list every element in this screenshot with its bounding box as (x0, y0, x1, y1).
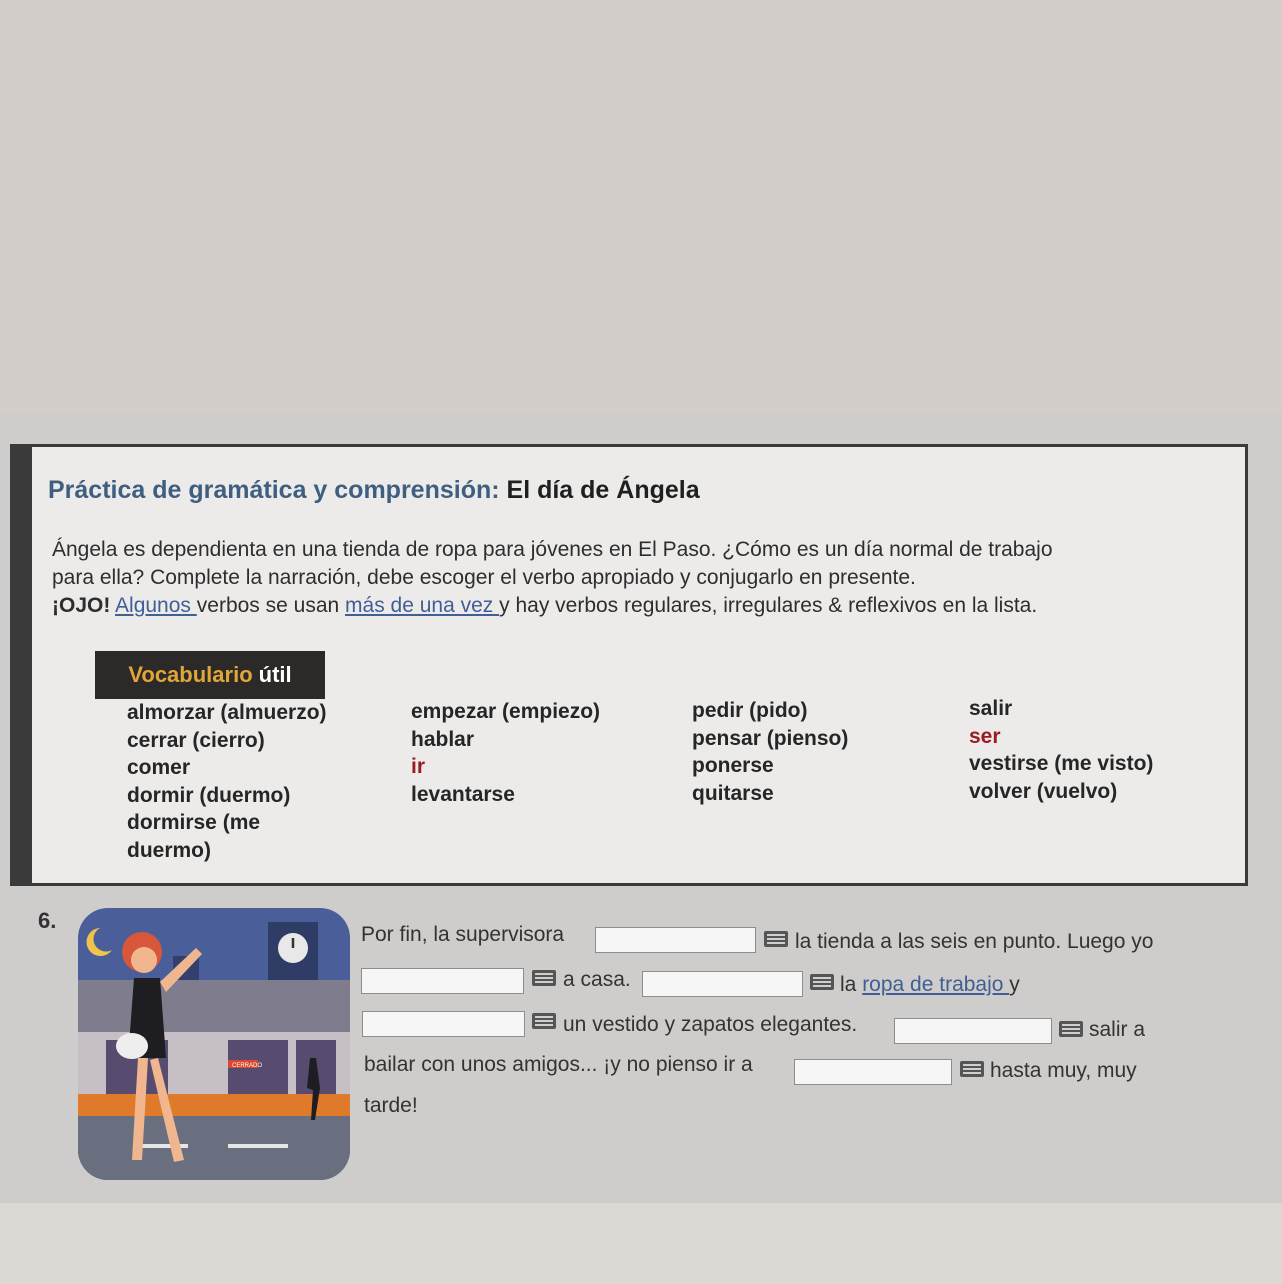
passage-segment-8: hasta muy, muy (990, 1059, 1137, 1082)
passage-segment-1: Por fin, la supervisora (361, 923, 565, 946)
answer-input-5[interactable] (894, 1018, 1052, 1044)
answer-input-4[interactable] (362, 1011, 525, 1037)
vocabulary-header-gold: Vocabulario (128, 662, 253, 687)
answer-input-3[interactable] (642, 971, 803, 997)
vocab-item: comer (127, 756, 191, 779)
vocab-item: almorzar (almuerzo) (127, 701, 327, 724)
title-main: El día de Ángela (506, 476, 700, 504)
instructions (52, 536, 1232, 620)
top-background (0, 0, 1282, 412)
lista-text: y hay verbos regulares, irregulares & reflexivos en la lista. (499, 594, 1038, 617)
vocab-item: salir (969, 697, 1013, 720)
instruction-line-2: para ella? Complete la narración, debe escoger el verbo apropiado y conjugarlo en presente. (52, 566, 916, 589)
vocabulary-header (95, 651, 325, 699)
vocab-item: quitarse (692, 781, 774, 805)
vocab-item: ser (969, 724, 1001, 748)
passage-y-text: y (1009, 973, 1020, 996)
angela-illustration (78, 908, 350, 1180)
ropa-de-trabajo-link[interactable]: ropa de trabajo (862, 973, 1010, 996)
instruction-line-1: Ángela es dependienta en una tienda de ropa para jóvenes en El Paso. ¿Cómo es un día normal de trabajo (52, 538, 1053, 561)
keyboard-icon[interactable] (532, 1013, 556, 1029)
vocab-item: pensar (pienso) (692, 726, 849, 750)
vocab-item: hablar (411, 727, 475, 751)
mas-de-una-vez-link[interactable]: más de una vez (345, 594, 500, 617)
vocab-column-2 (411, 698, 600, 808)
vocab-column-3 (692, 697, 848, 807)
vocab-item: vestirse (me visto) (969, 752, 1154, 775)
passage-la-text: la (840, 973, 863, 996)
keyboard-icon[interactable] (960, 1061, 984, 1077)
answer-input-6[interactable] (794, 1059, 952, 1085)
keyboard-icon[interactable] (532, 970, 556, 986)
question-number: 6. (38, 908, 57, 933)
vocab-item: empezar (empiezo) (411, 700, 601, 723)
passage-segment-5: un vestido y zapatos elegantes. (563, 1013, 858, 1036)
answer-input-2[interactable] (361, 968, 524, 994)
vocab-item: ir (411, 755, 426, 778)
vocab-column-4 (969, 695, 1153, 805)
bottom-background (0, 1203, 1282, 1284)
passage-segment-7: bailar con unos amigos... ¡y no pienso ir a (364, 1053, 753, 1076)
vocab-column-1 (127, 699, 327, 864)
ojo-label: ¡OJO! (52, 594, 111, 617)
vocab-item: dormirse (me duermo) (127, 811, 261, 862)
vocab-item: cerrar (cierro) (127, 728, 265, 752)
answer-input-1[interactable] (595, 927, 756, 953)
vocab-item: volver (vuelvo) (969, 779, 1118, 803)
algunos-link[interactable]: Algunos (115, 594, 197, 617)
passage-segment-3: a casa. (563, 968, 631, 991)
passage-segment-2: la tienda a las seis en punto. Luego yo (795, 930, 1154, 953)
keyboard-icon[interactable] (764, 931, 788, 947)
verbos-text: verbos se usan (196, 594, 346, 617)
vocab-item: pedir (pido) (692, 699, 808, 722)
keyboard-icon[interactable] (1059, 1021, 1083, 1037)
vocab-item: dormir (duermo) (127, 783, 291, 807)
passage-segment-4 (840, 973, 1020, 997)
vocab-item: levantarse (411, 782, 515, 806)
vocabulary-header-white: útil (258, 662, 292, 687)
exercise-title (48, 476, 700, 505)
instruction-line-3 (52, 592, 1232, 620)
vocab-item: ponerse (692, 754, 774, 777)
title-prefix: Práctica de gramática y comprensión: (48, 476, 500, 504)
keyboard-icon[interactable] (810, 974, 834, 990)
passage-segment-6: salir a (1089, 1018, 1146, 1041)
passage-segment-9: tarde! (364, 1094, 418, 1117)
closed-sign-text: CERRADO (232, 1063, 263, 1069)
